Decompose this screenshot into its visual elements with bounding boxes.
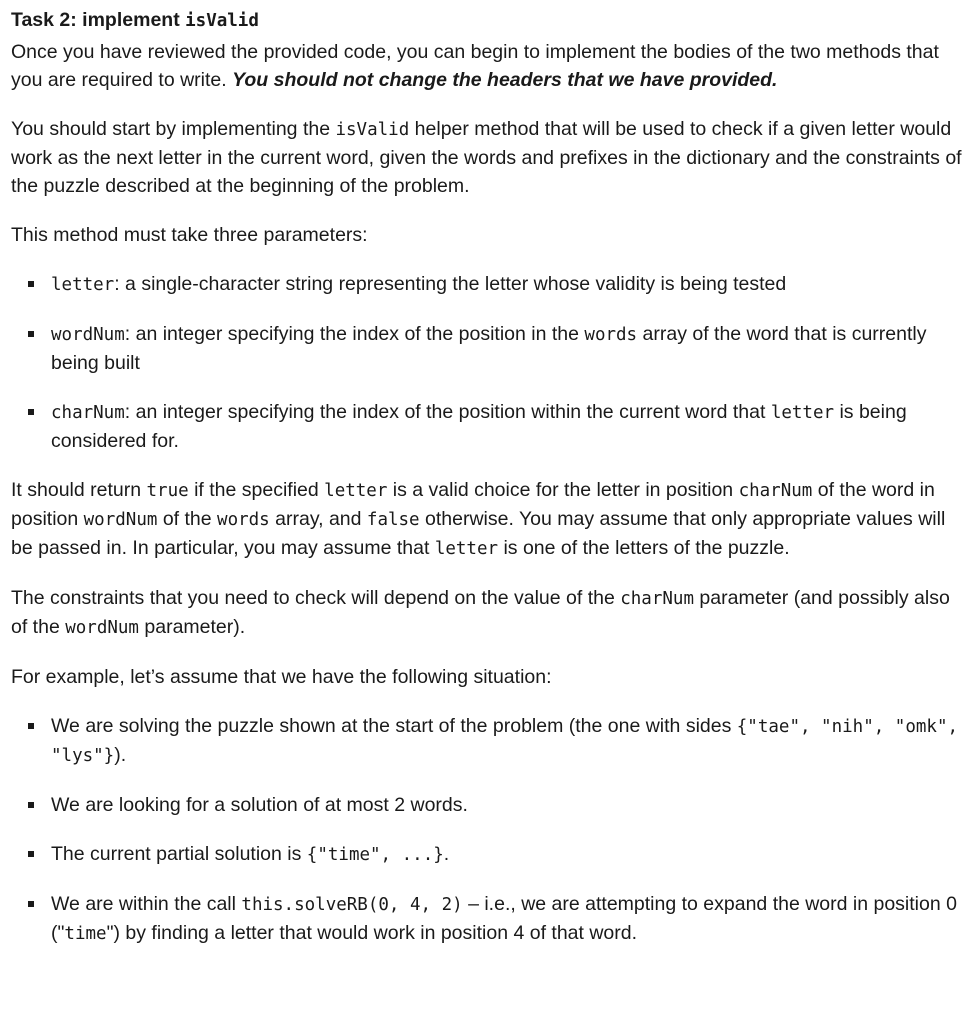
constraints-paragraph: The constraints that you need to check will depend on the value of the charNum parameter (and possibly also of the wordNum parameter). [11,587,950,638]
example-item-partial-solution: The current partial solution is {"time", ...}. [11,840,962,869]
parameter-list [11,270,962,455]
heading-code: isValid [185,11,259,31]
example-list [11,712,962,948]
example-item-call: We are within the call this.solveRB(0, 4, 2) – i.e., we are attempting to expand the word in position 0 ("time") by finding a letter that would work in position 4 of that word. [11,890,962,948]
heading-text: Task 2: implement [11,9,186,31]
example-item-max-words: We are looking for a solution of at most 2 words. [11,791,962,819]
parameter-charnum: charNum: an integer specifying the index of the position within the current word that letter is being considered for. [11,398,962,455]
example-item-puzzle: We are solving the puzzle shown at the start of the problem (the one with sides {"tae", "nih", "omk", "lys"}). [11,712,962,770]
return-value-paragraph: It should return true if the specified letter is a valid choice for the letter in position charNum of the word in position wordNum of the words array, and false otherwise. You may assume that only appropriate values will be passed in. In particular, you may assume that letter is one of the letters of the puzzle. [11,479,946,559]
example-intro: For example, let’s assume that we have the following situation: [11,666,552,688]
parameter-wordnum: wordNum: an integer specifying the index of the position in the words array of the word that is currently being built [11,320,962,377]
parameter-letter: letter: a single-character string representing the letter whose validity is being tested [11,270,962,299]
intro-emphasis: You should not change the headers that we have provided. [232,69,778,91]
section-heading [11,6,962,35]
implementation-paragraph: You should start by implementing the isValid helper method that will be used to check if a given letter would work as the next letter in the current word, given the words and prefixes in the dictionary and the constraints of the puzzle described at the beginning of the problem. [11,118,962,197]
parameters-intro: This method must take three parameters: [11,224,368,246]
intro-paragraph: Once you have reviewed the provided code, you can begin to implement the bodies of the two methods that you are required to write. You should not change the headers that we have provided. [11,41,939,91]
